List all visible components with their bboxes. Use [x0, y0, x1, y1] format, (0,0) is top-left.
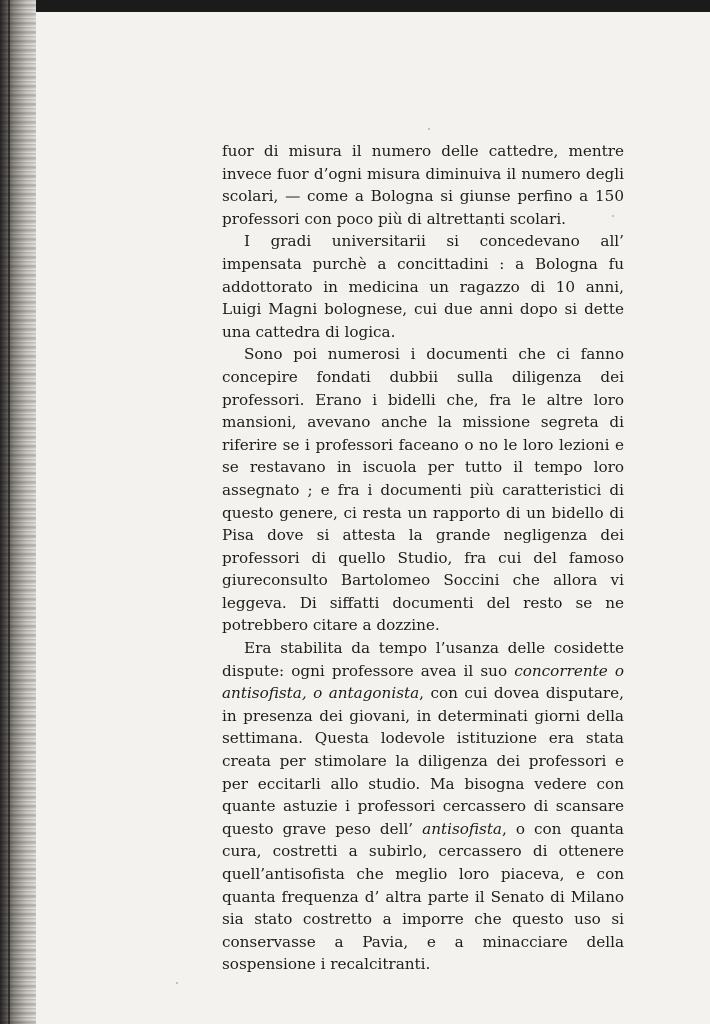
paragraph-4-text-c: , o con quanta cura, costretti a subirlo, cercassero di ottenere quell’antisofista che meglio loro piaceva, e con quanta frequenza d’ altra parte il Senato di Milano sia stato costretto a imporre che questo uso si conservasse a Pavia, e a minacciare della sospensione i recalcitranti. — [222, 819, 624, 974]
paragraph-4-italic-antisofista: antisofista — [422, 819, 502, 838]
paper-speck — [176, 982, 178, 984]
paper-speck — [428, 128, 430, 130]
paragraph-1-text: fuor di misura il numero delle cattedre, mentre invece fuor d’ogni misura diminuiva il numero degli scolari, — come a Bologna si giunse perfino a 150 professori con poco più di altrettanti scolari. — [222, 142, 624, 228]
paragraph-1 — [222, 140, 624, 230]
page-top-border — [0, 0, 710, 12]
book-spine-edge — [0, 0, 36, 1024]
paragraph-2-text: I gradi universitarii si concedevano all’ impensata purchè a concittadini : a Bologna fu addottorato in medicina un ragazzo di 10 anni, Luigi Magni bolognese, cui due anni dopo si dette una cattedra di logica. — [222, 232, 624, 341]
paragraph-4-text-a: Era stabilita da tempo l’usanza delle cosidette dispute: ogni professore avea il suo — [222, 639, 624, 680]
paragraph-3-text: Sono poi numerosi i documenti che ci fanno concepire fondati dubbii sulla diligenza dei professori. Erano i bidelli che, fra le altre loro mansioni, avevano anche la missione segreta di riferire se i professori faceano o no le loro lezioni e se restavano in iscuola per tutto il tempo loro assegnato ; e fra i documenti più caratteristici di questo genere, ci resta un rapporto di un bidello di Pisa dove si attesta la grande negligenza dei professori di quello Studio, fra cui del famoso giureconsulto Bartolomeo Soccini che allora vi leggeva. Di siffatti documenti del resto se ne potrebbero citare a dozzine. — [222, 345, 624, 635]
paragraph-4-text-b: , con cui dovea disputare, in presenza dei giovani, in determinati giorni della settimana. Questa lodevole istituzione era stata creata per stimolare la diligenza dei professori e per eccitarli allo studio. Ma bisogna vedere con quante astuzie i professori cercassero di scansare questo grave peso dell’ — [222, 684, 624, 838]
paragraph-4 — [222, 637, 624, 976]
page-body — [222, 140, 624, 976]
paragraph-3 — [222, 343, 624, 637]
paragraph-4-italic-terms: concorrente o antisofista, o antagonista — [222, 661, 624, 703]
spine-shadow-line — [8, 0, 10, 1024]
paragraph-2 — [222, 230, 624, 343]
